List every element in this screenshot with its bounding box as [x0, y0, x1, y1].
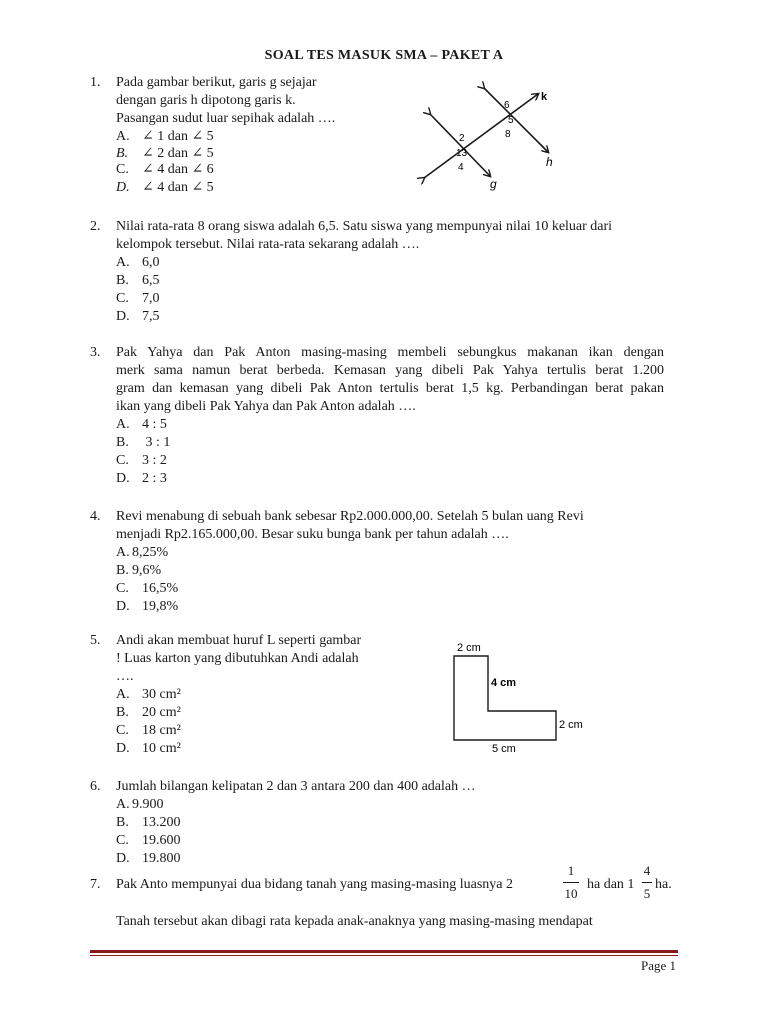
dimension-top: 2 cm: [457, 642, 481, 654]
option-c: C. 18 cm²: [116, 723, 181, 738]
question-number: 1.: [90, 75, 101, 90]
dimension-inner: 4 cm: [491, 677, 517, 689]
question-text-line: Andi akan membuat huruf L seperti gambar: [116, 633, 362, 648]
option-a: A. 6,0: [116, 255, 160, 270]
question-text-line: ….: [116, 669, 134, 684]
option-a: A. 8,25%: [116, 545, 169, 560]
angle-label: 13: [456, 148, 468, 159]
question-number: 4.: [90, 509, 101, 524]
label-h: h: [546, 155, 553, 169]
question-text-line: Pada gambar berikut, garis g sejajar: [116, 75, 317, 90]
option-c: C. 7,0: [116, 291, 160, 306]
question-text-line: ikan yang dibeli Pak Yahya dan Pak Anton adalah ….: [116, 399, 416, 414]
option-c: C. 16,5%: [116, 581, 179, 596]
question-text-line: Tanah tersebut akan dibagi rata kepada anak-anaknya yang masing-masing mendapat: [116, 914, 593, 929]
dimension-right: 2 cm: [559, 719, 583, 731]
page-number: Page 1: [640, 958, 676, 973]
page-title: SOAL TES MASUK SMA – PAKET A: [264, 48, 504, 63]
option-d: D. 19,8%: [116, 599, 179, 614]
question-text-line: Pak Anto mempunyai dua bidang tanah yang masing-masing luasnya 2: [116, 877, 513, 892]
option-a: A. 9.900: [116, 797, 164, 812]
option-c: C. ∠ 4 dan ∠ 6: [116, 162, 214, 177]
angle-label: 4: [458, 162, 464, 173]
angle-label: 6: [504, 100, 510, 111]
option-b: B. 6,5: [116, 273, 160, 288]
angle-label: 5: [508, 115, 514, 126]
question-text-line: Jumlah bilangan kelipatan 2 dan 3 antara 200 dan 400 adalah …: [116, 779, 476, 794]
dimension-bottom: 5 cm: [492, 743, 516, 755]
option-d: D. ∠ 4 dan ∠ 5: [116, 180, 214, 195]
option-b: B. ∠ 2 dan ∠ 5: [116, 146, 214, 161]
line-h: [484, 88, 548, 152]
fraction-1-10: 1 10: [564, 863, 578, 901]
question-text-line: kelompok tersebut. Nilai rata-rata sekarang adalah ….: [116, 237, 420, 252]
question-text-line: Nilai rata-rata 8 orang siswa adalah 6,5. Satu siswa yang mempunyai nilai 10 keluar dari: [116, 219, 613, 234]
footer-divider-thin: [90, 955, 678, 956]
label-g: g: [490, 177, 497, 191]
question-text-line: menjadi Rp2.165.000,00. Besar suku bunga bank per tahun adalah ….: [116, 527, 509, 542]
angle-label: 2: [459, 133, 465, 144]
option-d: D. 7,5: [116, 309, 160, 324]
fraction-4-5: 4 5: [643, 863, 651, 901]
option-b: B. 20 cm²: [116, 705, 181, 720]
question-7: [90, 863, 690, 936]
option-d: D. 10 cm²: [116, 741, 181, 756]
option-c: C. 19.600: [116, 833, 181, 848]
question-text: ha.: [655, 877, 672, 892]
l-shape-figure: [448, 636, 598, 756]
question-number: 6.: [90, 779, 101, 794]
question-number: 5.: [90, 633, 101, 648]
question-text-line: Pasangan sudut luar sepihak adalah ….: [116, 111, 336, 126]
question-number: 7.: [90, 877, 101, 892]
question-text-line: Revi menabung di sebuah bank sebesar Rp2.000.000,00. Setelah 5 bulan uang Revi: [116, 509, 584, 524]
question-text-line: gram dan kemasan yang dibeli Pak Anton tertulis berat 1,5 kg. Perbandingan berat pakan: [116, 381, 664, 396]
option-b: B. 9,6%: [116, 563, 162, 578]
question-text-line: Pak Yahya dan Pak Anton masing-masing membeli sebungkus makanan ikan dengan: [116, 345, 664, 360]
question-text-line: ! Luas karton yang dibutuhkan Andi adalah: [116, 651, 359, 666]
option-d: D. 19.800: [116, 851, 181, 866]
angle-label: 8: [505, 129, 511, 140]
question-number: 2.: [90, 219, 101, 234]
question-text: ha dan 1: [587, 877, 635, 892]
line-k: [424, 94, 538, 178]
option-a: A. ∠ 1 dan ∠ 5: [116, 129, 214, 144]
option-b: B. 13.200: [116, 815, 181, 830]
option-b: B. 3 : 1: [116, 435, 171, 450]
question-number: 3.: [90, 345, 101, 360]
footer-divider: [90, 950, 678, 953]
label-k: k: [541, 91, 548, 103]
option-a: A. 4 : 5: [116, 417, 167, 432]
question-text-line: merk sama namun berat berbeda. Kemasan yang dibeli Pak Yahya tertulis berat 1.200: [116, 363, 664, 378]
l-shape: [454, 656, 556, 740]
option-a: A. 30 cm²: [116, 687, 181, 702]
parallel-lines-figure: [410, 80, 570, 195]
option-c: C. 3 : 2: [116, 453, 167, 468]
question-text-line: dengan garis h dipotong garis k.: [116, 93, 296, 108]
option-d: D. 2 : 3: [116, 471, 167, 486]
